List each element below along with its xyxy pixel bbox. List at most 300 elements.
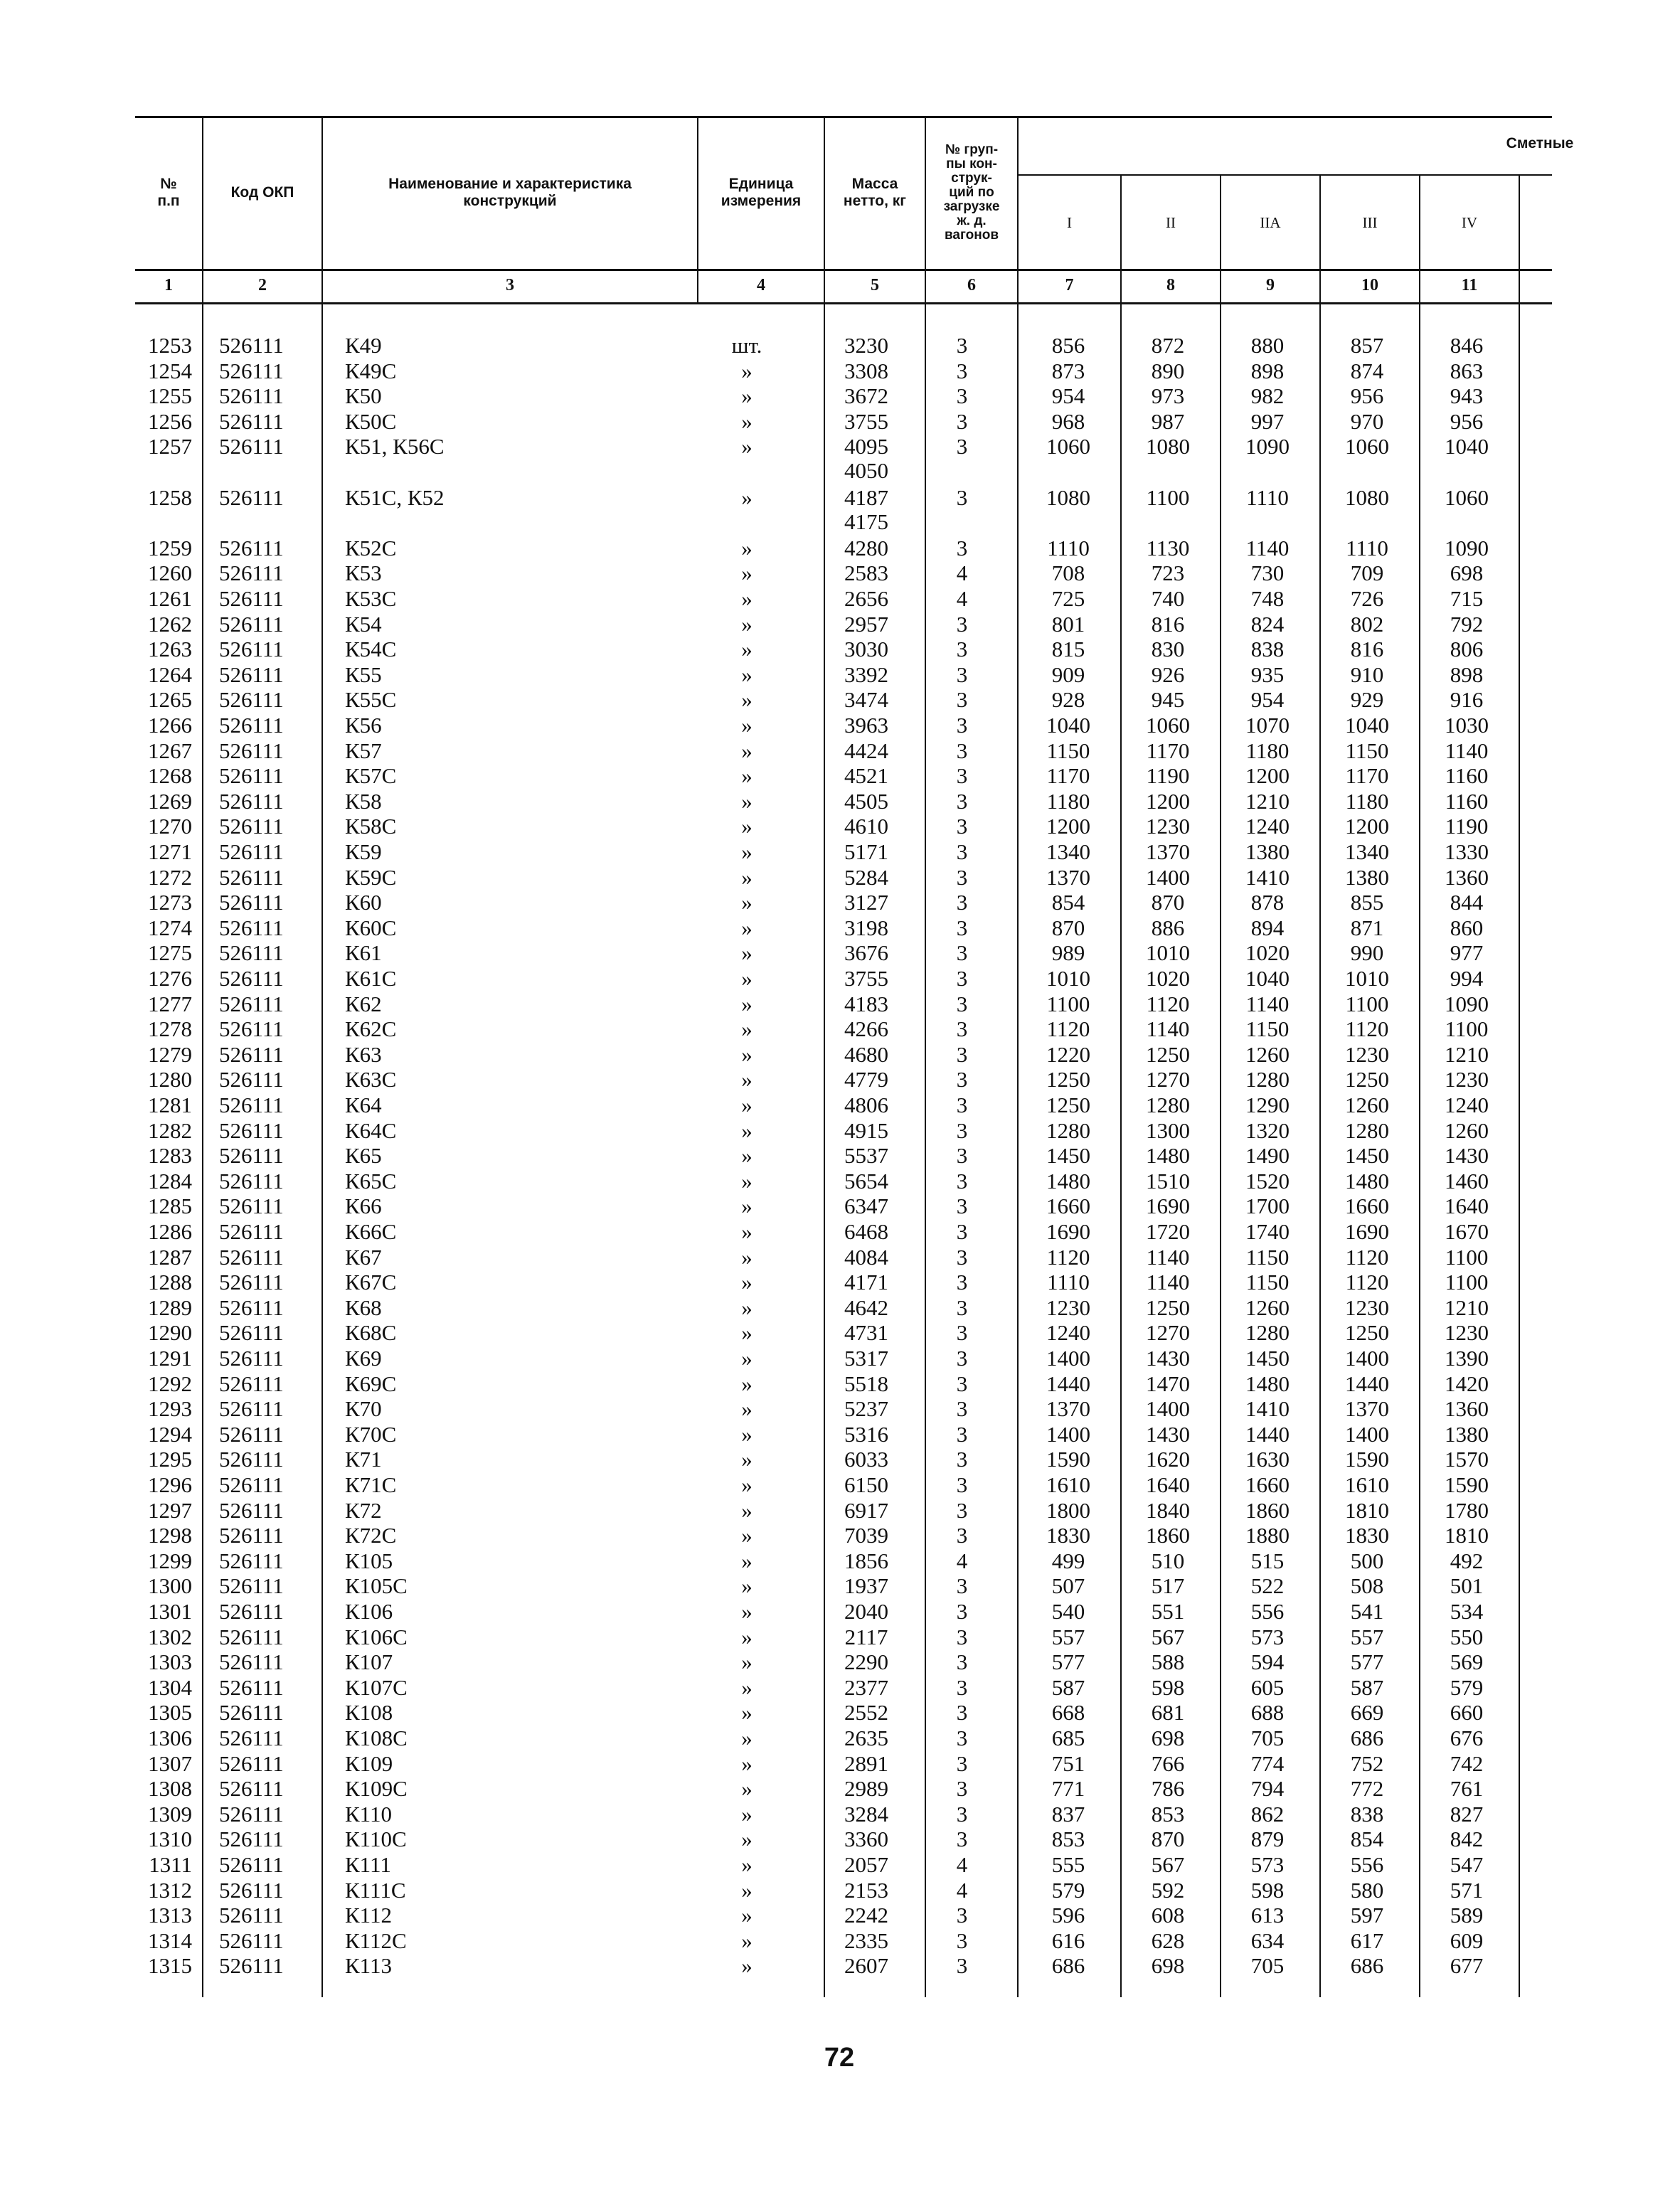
column-number: 4 — [757, 275, 765, 294]
table-row — [135, 1472, 1552, 1498]
construction-name: К72 — [345, 1497, 382, 1523]
net-mass: 5316 — [844, 1421, 888, 1447]
price-zone-ii: 1010 — [1146, 940, 1190, 966]
unit-of-measure: » — [741, 1421, 753, 1447]
table-row — [135, 966, 1552, 992]
price-zone-iv: 698 — [1450, 560, 1484, 586]
okp-code: 526111 — [219, 1649, 284, 1675]
okp-code: 526111 — [219, 484, 284, 510]
load-group: 3 — [956, 839, 968, 864]
load-group: 3 — [956, 1903, 968, 1928]
price-zone-iii: 1400 — [1345, 1346, 1389, 1371]
net-mass: 3755 — [844, 966, 888, 991]
net-mass: 4424 — [844, 738, 888, 763]
price-zone-i: 856 — [1051, 333, 1085, 358]
row-number: 1298 — [148, 1523, 192, 1548]
price-zone-i: 685 — [1051, 1726, 1085, 1750]
row-number: 1262 — [148, 611, 192, 637]
price-zone-iv: 1160 — [1445, 763, 1489, 789]
unit-of-measure: шт. — [731, 333, 762, 358]
header-sub-col: I — [1067, 213, 1072, 231]
price-zone-iia: 774 — [1250, 1750, 1285, 1776]
price-zone-iii: 874 — [1350, 358, 1384, 383]
price-zone-iii: 1120 — [1345, 1244, 1389, 1270]
net-mass: 2552 — [844, 1700, 888, 1726]
price-zone-ii: 698 — [1151, 1726, 1185, 1750]
net-mass: 5654 — [844, 1168, 888, 1193]
column-number: 10 — [1361, 275, 1378, 294]
price-zone-iv: 1100 — [1445, 1244, 1489, 1270]
construction-name: К66С — [345, 1219, 397, 1244]
price-zone-iia: 1290 — [1245, 1092, 1290, 1117]
price-zone-i: 686 — [1051, 1953, 1085, 1979]
load-group: 3 — [956, 1117, 968, 1143]
unit-of-measure: » — [741, 1497, 753, 1523]
price-zone-ii: 872 — [1151, 333, 1185, 358]
unit-of-measure: » — [741, 1827, 753, 1852]
load-group: 3 — [956, 1244, 968, 1270]
price-zone-i: 1120 — [1046, 1016, 1090, 1042]
price-zone-iia: 1260 — [1245, 1294, 1290, 1320]
table-row — [135, 1625, 1552, 1650]
header-col-mass: Масса нетто, кг — [843, 175, 907, 209]
price-zone-iia: 573 — [1250, 1852, 1285, 1877]
load-group: 3 — [956, 611, 968, 637]
table-row — [135, 1118, 1552, 1144]
net-mass: 3230 — [844, 333, 888, 358]
price-zone-iii: 580 — [1350, 1877, 1384, 1903]
construction-name: К61С — [345, 966, 397, 991]
unit-of-measure: » — [741, 1573, 753, 1599]
load-group: 3 — [956, 738, 968, 763]
unit-of-measure: » — [741, 1700, 753, 1726]
row-number: 1275 — [148, 940, 192, 966]
unit-of-measure: » — [741, 1548, 753, 1573]
price-zone-iii: 1400 — [1345, 1421, 1389, 1447]
row-number: 1297 — [148, 1497, 192, 1523]
price-zone-i: 1800 — [1046, 1497, 1090, 1523]
price-zone-iia: 594 — [1250, 1649, 1285, 1675]
unit-of-measure: » — [741, 1219, 753, 1244]
price-zone-ii: 1280 — [1146, 1092, 1190, 1117]
price-zone-i: 837 — [1051, 1801, 1085, 1827]
row-number: 1305 — [148, 1700, 192, 1726]
price-zone-iii: 686 — [1350, 1953, 1384, 1979]
unit-of-measure: » — [741, 1294, 753, 1320]
price-zone-ii: 1620 — [1146, 1447, 1190, 1472]
row-number: 1313 — [148, 1903, 192, 1928]
row-number: 1270 — [148, 814, 192, 839]
unit-of-measure: » — [741, 358, 753, 383]
price-zone-i: 1660 — [1046, 1193, 1090, 1219]
okp-code: 526111 — [219, 1674, 284, 1700]
net-mass: 2290 — [844, 1649, 888, 1675]
price-zone-iii: 587 — [1350, 1674, 1384, 1700]
price-zone-iii: 508 — [1350, 1573, 1384, 1599]
price-zone-iia: 794 — [1250, 1776, 1285, 1802]
price-zone-ii: 870 — [1151, 890, 1185, 915]
unit-of-measure: » — [741, 1244, 753, 1270]
price-zone-iv: 589 — [1450, 1903, 1484, 1928]
table-row — [135, 1776, 1552, 1802]
table-row — [135, 612, 1552, 637]
header-sub-col: IIA — [1260, 213, 1281, 231]
table-row — [135, 383, 1552, 409]
table-row — [135, 687, 1552, 713]
row-number: 1304 — [148, 1674, 192, 1700]
price-zone-iia: 1740 — [1245, 1219, 1290, 1244]
table-row — [135, 1649, 1552, 1675]
price-zone-i: 1690 — [1046, 1219, 1090, 1244]
row-number: 1272 — [148, 864, 192, 890]
okp-code: 526111 — [219, 1447, 284, 1472]
okp-code: 526111 — [219, 864, 284, 890]
price-zone-iia: 1410 — [1245, 1396, 1290, 1422]
row-number: 1274 — [148, 915, 192, 940]
row-number: 1255 — [148, 383, 192, 409]
unit-of-measure: » — [741, 788, 753, 814]
price-zone-iia: 605 — [1250, 1674, 1285, 1700]
price-zone-ii: 853 — [1151, 1801, 1185, 1827]
price-zone-iv: 1640 — [1445, 1193, 1489, 1219]
price-zone-iv: 806 — [1450, 637, 1484, 662]
price-zone-iii: 1690 — [1345, 1219, 1389, 1244]
load-group: 3 — [956, 1421, 968, 1447]
price-zone-iia: 1700 — [1245, 1193, 1290, 1219]
unit-of-measure: » — [741, 484, 753, 510]
row-number: 1261 — [148, 586, 192, 611]
price-zone-iia: 730 — [1250, 560, 1285, 586]
price-zone-iv: 534 — [1450, 1599, 1484, 1624]
net-mass: 4187 — [844, 484, 888, 510]
okp-code: 526111 — [219, 408, 284, 434]
price-zone-i: 596 — [1051, 1903, 1085, 1928]
price-zone-i: 1370 — [1046, 1396, 1090, 1422]
unit-of-measure: » — [741, 763, 753, 789]
price-zone-iii: 1660 — [1345, 1193, 1389, 1219]
okp-code: 526111 — [219, 1168, 284, 1193]
price-zone-iii: 854 — [1350, 1827, 1384, 1852]
table-row — [135, 662, 1552, 688]
price-zone-iia: 613 — [1250, 1903, 1285, 1928]
unit-of-measure: » — [741, 1067, 753, 1092]
price-zone-ii: 1190 — [1146, 763, 1190, 789]
price-zone-ii: 1860 — [1146, 1523, 1190, 1548]
price-zone-i: 853 — [1051, 1827, 1085, 1852]
row-number: 1253 — [148, 333, 192, 358]
row-number: 1265 — [148, 687, 192, 713]
price-zone-iia: 1110 — [1246, 484, 1289, 510]
price-zone-iia: 1860 — [1245, 1497, 1290, 1523]
price-zone-iii: 970 — [1350, 408, 1384, 434]
price-zone-iii: 556 — [1350, 1852, 1384, 1877]
net-mass: 5237 — [844, 1396, 888, 1422]
table-row — [135, 1827, 1552, 1852]
net-mass: 3672 — [844, 383, 888, 409]
table-row — [135, 1346, 1552, 1371]
load-group: 3 — [956, 940, 968, 966]
unit-of-measure: » — [741, 560, 753, 586]
price-zone-ii: 1640 — [1146, 1472, 1190, 1497]
row-number: 1299 — [148, 1548, 192, 1573]
load-group: 4 — [956, 1548, 968, 1573]
price-zone-iv: 898 — [1450, 661, 1484, 687]
okp-code: 526111 — [219, 1092, 284, 1117]
price-zone-iv: 977 — [1450, 940, 1484, 966]
price-zone-i: 1040 — [1046, 713, 1090, 738]
price-zone-ii: 740 — [1151, 586, 1185, 611]
price-zone-ii: 890 — [1151, 358, 1185, 383]
price-zone-i: 616 — [1051, 1928, 1085, 1953]
price-zone-iii: 990 — [1350, 940, 1384, 966]
price-zone-i: 1590 — [1046, 1447, 1090, 1472]
price-zone-iia: 1450 — [1245, 1346, 1290, 1371]
net-mass: 3676 — [844, 940, 888, 966]
price-zone-iii: 1280 — [1345, 1117, 1389, 1143]
price-zone-iii: 1170 — [1345, 763, 1389, 789]
price-zone-i: 579 — [1051, 1877, 1085, 1903]
okp-code: 526111 — [219, 1877, 284, 1903]
price-zone-iia: 1090 — [1245, 434, 1290, 459]
table-row — [135, 1143, 1552, 1169]
price-zone-iia: 1520 — [1245, 1168, 1290, 1193]
price-zone-iia: 1140 — [1245, 535, 1290, 560]
row-number: 1315 — [148, 1953, 192, 1979]
load-group: 3 — [956, 788, 968, 814]
price-zone-ii: 886 — [1151, 915, 1185, 940]
net-mass: 2335 — [844, 1928, 888, 1953]
okp-code: 526111 — [219, 915, 284, 940]
net-mass: 4505 — [844, 788, 888, 814]
header-col-code: Код ОКП — [230, 184, 294, 201]
row-number: 1254 — [148, 358, 192, 383]
row-number: 1283 — [148, 1143, 192, 1169]
price-zone-ii: 1250 — [1146, 1041, 1190, 1067]
price-zone-ii: 1720 — [1146, 1219, 1190, 1244]
price-zone-ii: 870 — [1151, 1827, 1185, 1852]
price-zone-iv: 1190 — [1445, 814, 1489, 839]
unit-of-measure: » — [741, 661, 753, 687]
price-zone-iv: 761 — [1450, 1776, 1484, 1802]
construction-name: К53С — [345, 586, 397, 611]
price-zone-iia: 688 — [1250, 1700, 1285, 1726]
okp-code: 526111 — [219, 763, 284, 789]
table-row — [135, 890, 1552, 915]
construction-name: К55С — [345, 687, 397, 713]
table-row — [135, 738, 1552, 764]
net-mass: 6347 — [844, 1193, 888, 1219]
unit-of-measure: » — [741, 839, 753, 864]
row-number: 1307 — [148, 1750, 192, 1776]
okp-code: 526111 — [219, 1117, 284, 1143]
net-mass-alt: 4050 — [844, 458, 888, 484]
table-row — [135, 434, 1552, 485]
okp-code: 526111 — [219, 1143, 284, 1169]
price-zone-iv: 1240 — [1445, 1092, 1489, 1117]
table-row — [135, 1042, 1552, 1068]
okp-code: 526111 — [219, 1599, 284, 1624]
row-number: 1292 — [148, 1371, 192, 1396]
construction-name: К106С — [345, 1624, 408, 1649]
unit-of-measure: » — [741, 1726, 753, 1750]
price-zone-iv: 609 — [1450, 1928, 1484, 1953]
header-col-unit: Единица измерения — [721, 175, 802, 209]
unit-of-measure: » — [741, 535, 753, 560]
okp-code: 526111 — [219, 535, 284, 560]
construction-name: К71 — [345, 1447, 382, 1472]
net-mass: 6468 — [844, 1219, 888, 1244]
price-zone-i: 873 — [1051, 358, 1085, 383]
okp-code: 526111 — [219, 560, 284, 586]
construction-name: К50 — [345, 383, 382, 409]
net-mass: 2957 — [844, 611, 888, 637]
price-zone-iii: 686 — [1350, 1726, 1384, 1750]
net-mass: 4806 — [844, 1092, 888, 1117]
unit-of-measure: » — [741, 1371, 753, 1396]
column-number: 9 — [1266, 275, 1275, 294]
price-zone-iia: 935 — [1250, 661, 1285, 687]
price-zone-iii: 1250 — [1345, 1067, 1389, 1092]
load-group: 3 — [956, 1624, 968, 1649]
okp-code: 526111 — [219, 358, 284, 383]
price-zone-i: 499 — [1051, 1548, 1085, 1573]
unit-of-measure: » — [741, 1396, 753, 1422]
price-zone-iia: 1140 — [1245, 991, 1290, 1016]
price-zone-iv: 1420 — [1445, 1371, 1489, 1396]
price-zone-ii: 830 — [1151, 637, 1185, 662]
okp-code: 526111 — [219, 713, 284, 738]
price-zone-ii: 1230 — [1146, 814, 1190, 839]
header-sub-col: II — [1166, 213, 1176, 231]
price-zone-iv: 1100 — [1445, 1016, 1489, 1042]
price-zone-i: 1450 — [1046, 1143, 1090, 1169]
price-zone-ii: 1250 — [1146, 1294, 1190, 1320]
price-zone-iv: 492 — [1450, 1548, 1484, 1573]
row-number: 1268 — [148, 763, 192, 789]
price-zone-iv: 677 — [1450, 1953, 1484, 1979]
price-zone-ii: 1140 — [1146, 1270, 1190, 1295]
table-row — [135, 713, 1552, 738]
price-zone-iii: 1100 — [1345, 991, 1389, 1016]
construction-name: К58С — [345, 814, 397, 839]
row-number: 1282 — [148, 1117, 192, 1143]
price-zone-i: 989 — [1051, 940, 1085, 966]
construction-name: К68С — [345, 1320, 397, 1346]
price-zone-i: 540 — [1051, 1599, 1085, 1624]
net-mass: 6033 — [844, 1447, 888, 1472]
row-number: 1269 — [148, 788, 192, 814]
table-row — [135, 992, 1552, 1017]
net-mass: 2242 — [844, 1903, 888, 1928]
load-group: 3 — [956, 1016, 968, 1042]
table-row — [135, 1295, 1552, 1321]
construction-name: К49 — [345, 333, 382, 358]
price-zone-ii: 1270 — [1146, 1067, 1190, 1092]
price-zone-iii: 1340 — [1345, 839, 1389, 864]
price-zone-iii: 871 — [1350, 915, 1384, 940]
table-row — [135, 1270, 1552, 1295]
price-zone-iia: 1150 — [1245, 1270, 1290, 1295]
table-row — [135, 1726, 1552, 1751]
net-mass: 4731 — [844, 1320, 888, 1346]
price-zone-iii: 1610 — [1345, 1472, 1389, 1497]
okp-code: 526111 — [219, 1371, 284, 1396]
price-zone-iii: 709 — [1350, 560, 1384, 586]
price-zone-ii: 987 — [1151, 408, 1185, 434]
net-mass: 3198 — [844, 915, 888, 940]
load-group: 3 — [956, 1041, 968, 1067]
construction-name: К63 — [345, 1041, 382, 1067]
row-number: 1278 — [148, 1016, 192, 1042]
table-row — [135, 1245, 1552, 1270]
construction-name: К107С — [345, 1674, 408, 1700]
price-zone-iv: 1360 — [1445, 864, 1489, 890]
price-zone-i: 1400 — [1046, 1346, 1090, 1371]
load-group: 3 — [956, 1294, 968, 1320]
unit-of-measure: » — [741, 1750, 753, 1776]
column-number: 5 — [871, 275, 879, 294]
construction-name: К71С — [345, 1472, 397, 1497]
okp-code: 526111 — [219, 1320, 284, 1346]
table-row — [135, 1548, 1552, 1574]
price-zone-iia: 898 — [1250, 358, 1285, 383]
price-zone-iia: 1070 — [1245, 713, 1290, 738]
unit-of-measure: » — [741, 1143, 753, 1169]
column-number: 11 — [1461, 275, 1478, 294]
price-zone-iv: 916 — [1450, 687, 1484, 713]
price-zone-iv: 1460 — [1445, 1168, 1489, 1193]
load-group: 3 — [956, 637, 968, 662]
load-group: 3 — [956, 1801, 968, 1827]
price-zone-i: 1240 — [1046, 1320, 1090, 1346]
load-group: 3 — [956, 535, 968, 560]
table-row — [135, 1523, 1552, 1548]
load-group: 3 — [956, 358, 968, 383]
okp-code: 526111 — [219, 1472, 284, 1497]
price-zone-i: 1100 — [1046, 991, 1090, 1016]
unit-of-measure: » — [741, 915, 753, 940]
construction-name: К111 — [345, 1852, 391, 1877]
load-group: 4 — [956, 560, 968, 586]
price-zone-iv: 943 — [1450, 383, 1484, 409]
price-zone-iia: 838 — [1250, 637, 1285, 662]
price-zone-iv: 842 — [1450, 1827, 1484, 1852]
row-number: 1308 — [148, 1776, 192, 1802]
okp-code: 526111 — [219, 1776, 284, 1802]
net-mass: 5518 — [844, 1371, 888, 1396]
price-zone-iia: 1260 — [1245, 1041, 1290, 1067]
price-zone-ii: 926 — [1151, 661, 1185, 687]
table-row — [135, 839, 1552, 865]
price-zone-ii: 510 — [1151, 1548, 1185, 1573]
construction-name: К49С — [345, 358, 397, 383]
construction-name: К67С — [345, 1270, 397, 1295]
price-zone-i: 954 — [1051, 383, 1085, 409]
price-zone-iia: 573 — [1250, 1624, 1285, 1649]
row-number: 1279 — [148, 1041, 192, 1067]
price-zone-ii: 588 — [1151, 1649, 1185, 1675]
price-zone-iia: 1440 — [1245, 1421, 1290, 1447]
price-zone-i: 1110 — [1047, 535, 1090, 560]
okp-code: 526111 — [219, 611, 284, 637]
net-mass: 4266 — [844, 1016, 888, 1042]
okp-code: 526111 — [219, 1700, 284, 1726]
load-group: 3 — [956, 434, 968, 459]
price-zone-iia: 1020 — [1245, 940, 1290, 966]
price-zone-iia: 598 — [1250, 1877, 1285, 1903]
price-zone-iia: 997 — [1250, 408, 1285, 434]
row-number: 1256 — [148, 408, 192, 434]
